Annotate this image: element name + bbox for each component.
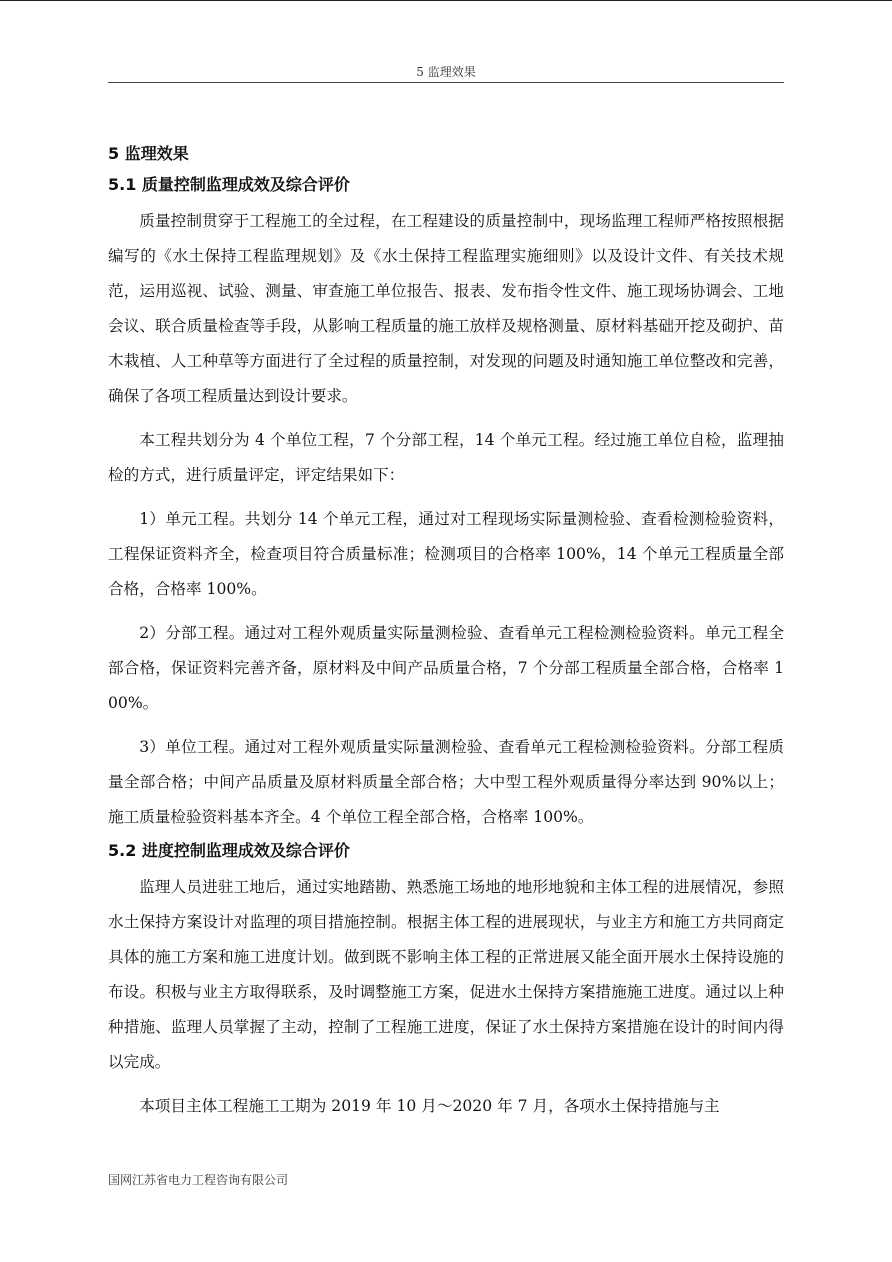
page-footer: 国网江苏省电力工程咨询有限公司 [108, 1173, 289, 1187]
section-heading: 5 监理效果 [108, 144, 189, 163]
document-body [108, 140, 784, 1124]
progress-paragraph-1: 监理人员进驻工地后，通过实地踏勘、熟悉施工场地的地形地貌和主体工程的进展情况，参照水土保持方案设计对监理的项目措施控制。根据主体工程的进展现状，与业主方和施工方共同商定具体的施工方案和施工进度计划。做到既不影响主体工程的正常进展又能全面开展水土保持设施的布设。积极与业主方取得联系，及时调整施工方案，促进水土保持方案措施施工进度。通过以上种种措施、监理人员掌握了主动，控制了工程施工进度，保证了水土保持方案措施在设计的时间内得以完成。 [108, 878, 784, 1071]
progress-paragraph-2: 本项目主体工程施工工期为 2019 年 10 月～2020 年 7 月，各项水土保持措施与主 [139, 1097, 720, 1115]
quality-paragraph-2: 本工程共划分为 4 个单位工程，7 个分部工程，14 个单元工程。经过施工单位自检，监理抽检的方式，进行质量评定，评定结果如下： [108, 431, 784, 484]
quality-paragraph-1: 质量控制贯穿于工程施工的全过程，在工程建设的质量控制中，现场监理工程师严格按照根据编写的《水土保持工程监理规划》及《水土保持工程监理实施细则》以及设计文件、有关技术规范，运用巡视、试验、测量、审查施工单位报告、报表、发布指令性文件、施工现场协调会、工地会议、联合质量检查等手段，从影响工程质量的施工放样及规格测量、原材料基础开挖及砌护、苗木栽植、人工种草等方面进行了全过程的质量控制，对发现的问题及时通知施工单位整改和完善，确保了各项工程质量达到设计要求。 [108, 212, 784, 405]
quality-paragraph-4: 2）分部工程。通过对工程外观质量实际量测检验、查看单元工程检测检验资料。单元工程全部合格，保证资料完善齐备，原材料及中间产品质量合格，7 个分部工程质量全部合格，合格率 100%。 [108, 624, 784, 712]
page-top-border [0, 0, 892, 1]
quality-paragraph-5: 3）单位工程。通过对工程外观质量实际量测检验、查看单元工程检测检验资料。分部工程质量全部合格；中间产品质量及原材料质量全部合格；大中型工程外观质量得分率达到 90%以上；施工质量检验资料基本齐全。4 个单位工程全部合格，合格率 100%。 [108, 738, 784, 826]
progress-subsection-heading: 5.2 进度控制监理成效及综合评价 [108, 841, 350, 860]
header-divider [108, 82, 784, 83]
quality-subsection-heading: 5.1 质量控制监理成效及综合评价 [108, 175, 350, 194]
quality-paragraph-3: 1）单元工程。共划分 14 个单元工程，通过对工程现场实际量测检验、查看检测检验资料，工程保证资料齐全，检查项目符合质量标准；检测项目的合格率 100%，14 个单元工程质量全部合格，合格率 100%。 [108, 510, 784, 598]
running-header: 5 监理效果 [416, 65, 476, 79]
